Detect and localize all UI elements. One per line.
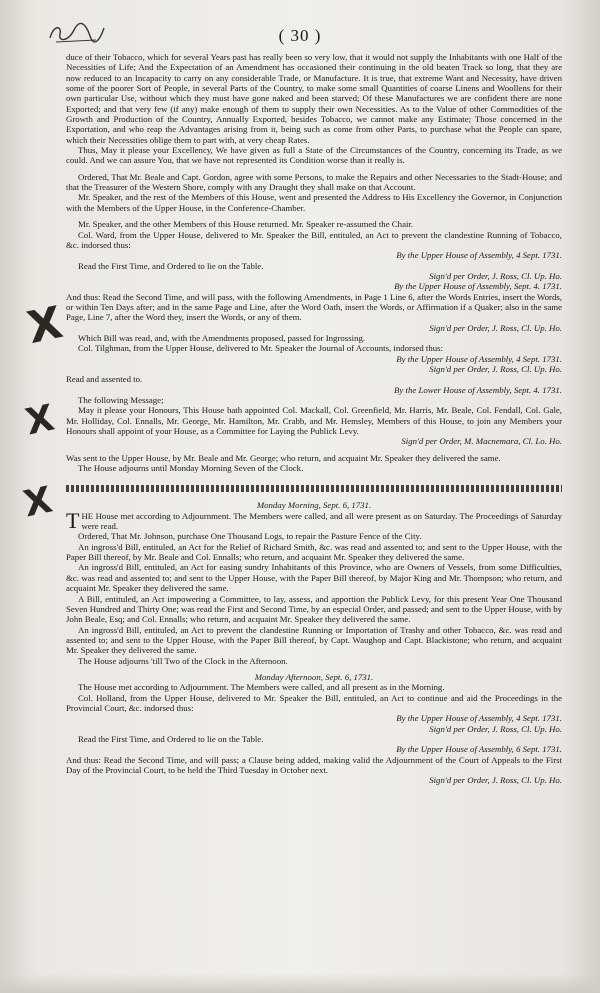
paragraph: Read and assented to. — [66, 374, 143, 385]
signature-line: Sign'd per Order, J. Ross, Cl. Up. Ho. — [429, 363, 562, 374]
paragraph: The House adjourns until Monday Morning Seven of the Clock. — [78, 463, 304, 474]
margin-mark-x: X — [22, 397, 58, 444]
paragraph: duce of their Tobacco, which for several Years past has really been so very low, that it would not supply the Inhabitants with one Half of the Necessities of Life; And the Expectation of an Amendment has occasioned their continuing in the old beaten Track so long, that they are now reduced to an Incapacity to carry on any considerable Trade, or Manufacture. It is true, that extreme Want and Necessity, have driven some of the poorer Sort of People, in several Parts of the Country, to make some small Quantities of coarse Linens and Woollens for their own particular Use, without which they must have gone naked and been starved; Of these Manufactures we are confident there are none Exported; and that very few (if any) make enough of them to supply their own Necessities. As to the Value of other Commodities of the Growth and Production of the Country, Annually Exported, besides Tobacco, we cannot make any Estimate; Those concerned in the Exportation, and who reap the Advantages arising from it, being such as come from other Parts, to purchase what the People can spare, which their Necessities oblige them to part with, at very cheap Rates. — [66, 52, 562, 145]
paragraph: Col. Holland, from the Upper House, delivered to Mr. Speaker the Bill, entituled, an Act to continue and aid the Proceedings in the Provincial Court, &c. indorsed thus: — [66, 692, 562, 713]
endorsement: By the Upper House of Assembly, Sept. 4. 1731. — [394, 281, 562, 292]
signature-line: Sign'd per Order, J. Ross, Cl. Up. Ho. — [429, 322, 562, 333]
paragraph: Ordered, That Mr. Johnson, purchase One Thousand Logs, to repair the Pasture Fence of the City. — [78, 531, 422, 542]
paragraph: Col. Tilghman, from the Upper House, delivered to Mr. Speaker the Journal of Accounts, indorsed thus: — [78, 343, 444, 354]
paragraph-text: HE House met according to Adjournment. The Members were called, and all were present as on Saturday. The Proceedings of Saturday were read. — [81, 510, 562, 532]
paragraph: Mr. Speaker, and the rest of the Members of this House, went and presented the Address to His Excellency the Governor, in Conjunction with the Members of the Upper House, in the Conference-Chamber. — [66, 192, 562, 213]
paragraph: And thus: Read the Second Time, and will pass; a Clause being added, making valid the Adjournment of the Court of Appeals to the First Day of the Provincial Court, to be held the Third Tuesday in October next. — [66, 754, 562, 775]
endorsement: By the Lower House of Assembly, Sept. 4. 1731. — [394, 384, 562, 395]
message-body: May it please your Honours, This House hath appointed Col. Mackall, Col. Greenfield, Mr. Harris, Mr. Beale, Col. Fendall, Col. Gale, Mr. Holliday, Col. Ennalls, Mr. George, Mr. Hamilton, Mr. Crabb, and Mr. Hemsley, Members of this House, to join any Members your Honours shall appoint of your House, as a Committee for Laying the Publick Levy. — [66, 405, 562, 437]
paragraph: Read the First Time, and Ordered to lie on the Table. — [78, 733, 264, 744]
endorsement: By the Upper House of Assembly, 6 Sept. 1731. — [396, 744, 562, 755]
paragraph: Col. Ward, from the Upper House, delivered to Mr. Speaker the Bill, entituled, an Act to prevent the clandestine Running of Tobacco, &c. indorsed thus: — [66, 229, 562, 250]
section-heading: Monday Morning, Sept. 6, 1731. — [256, 500, 372, 511]
page-number: ( 30 ) — [278, 26, 322, 45]
signature-line: Sign'd per Order, J. Ross, Cl. Up. Ho. — [429, 270, 562, 281]
paragraph: Ordered, That Mr. Beale and Capt. Gordon, agree with some Persons, to make the Repairs and other Necessaries to the Stadt-House; and that the Treasurer of the Western Shore, comply with any Draught they shall make on that Account. — [66, 171, 562, 193]
paragraph: Read the First Time, and Ordered to lie on the Table. — [78, 260, 264, 271]
margin-mark-x: X — [23, 297, 67, 354]
paragraph — [66, 507, 562, 533]
drop-cap: T — [66, 507, 80, 533]
margin-mark-x: X — [20, 479, 56, 526]
endorsement: By the Upper House of Assembly, 4 Sept. 1731. — [396, 713, 562, 724]
paragraph: Thus, May it please your Excellency, We have given as full a State of the Circumstances of the Country, concerning its Trade, as we could. And we can assure You, that we have not represented its Condition worse than it really is. — [66, 145, 562, 166]
paragraph: Which Bill was read, and, with the Amendments proposed, passed for Ingrossing. — [78, 332, 366, 343]
paragraph: Was sent to the Upper House, by Mr. Beale and Mr. George; who return, and acquaint Mr. Speaker they delivered the same. — [66, 452, 501, 463]
page-edge-shadow — [0, 973, 600, 993]
endorsement: By the Upper House of Assembly, 4 Sept. 1731. — [396, 353, 562, 364]
paragraph: An ingross'd Bill, entituled, an Act to prevent the clandestine Running or Importation of Trashy and other Tobacco, &c. was read and assented to; and sent to the Upper House, with the Paper Bill thereof, by Capt. Waughop and Capt. Blackistone; who return, and acquaint Mr. Speaker they delivered the same. — [66, 624, 562, 656]
signature-line: Sign'd per Order, J. Ross, Cl. Up. Ho. — [429, 723, 562, 734]
paragraph: An ingross'd Bill, entituled, an Act for the Relief of Richard Smith, &c. was read and assented to; and sent to the Upper House, with the Paper Bill thereof, by Mr. Beale and Col. Ennalls; who return, and acquaint Mr. Speaker they delivered the same. — [66, 541, 562, 563]
paragraph: Mr. Speaker, and the other Members of this House returned. Mr. Speaker re-assumed the Chair. — [78, 219, 414, 230]
paragraph: The House met according to Adjournment. The Members were called, and all present as in the Morning. — [78, 682, 445, 693]
signature-line: Sign'd per Order, J. Ross, Cl. Up. Ho. — [429, 775, 562, 786]
paragraph: The following Message; — [78, 395, 164, 405]
section-heading: Monday Afternoon, Sept. 6, 1731. — [254, 671, 374, 682]
ornamental-divider — [66, 485, 562, 492]
document-body — [66, 52, 562, 786]
paragraph: The House adjourns 'till Two of the Clock in the Afternoon. — [78, 655, 288, 666]
paragraph: An ingross'd Bill, entituled, an Act for easing sundry Inhabitants of this Province, who are Owners of Vessels, from some Difficulties, &c. was read and assented to; and sent to the Upper House, with the Paper Bill thereof, by Major King and Mr. Thompson; who return, and acquaint Mr. Speaker they delivered the same. — [66, 562, 562, 594]
endorsement: By the Upper House of Assembly, 4 Sept. 1731. — [396, 250, 562, 261]
paragraph: A Bill, entituled, an Act impowering a Committee, to lay, assess, and apportion the Publick Levy, for this present Year One Thousand Seven Hundred and Thirty One; was read the First and Second Time, by an especial Order, and passed; and sent to the Upper House, with by John Beale, Esq; and Col. Ennalls; who return, and acquaint Mr. Speaker they delivered the same. — [66, 593, 562, 625]
paragraph: And thus: Read the Second Time, and will pass, with the following Amendments, in Page 1 Line 6, after the Words Entries, insert the Words, or within Ten Days after; and in the same Page and Line, after the Word Oath, insert the Words, or Affirmation if a Quaker; also in the same Page, Line 7, after the Word they, insert the Words, or any of them. — [66, 291, 562, 323]
signature-line: Sign'd per Order, M. Macnemara, Cl. Lo. Ho. — [401, 436, 562, 447]
